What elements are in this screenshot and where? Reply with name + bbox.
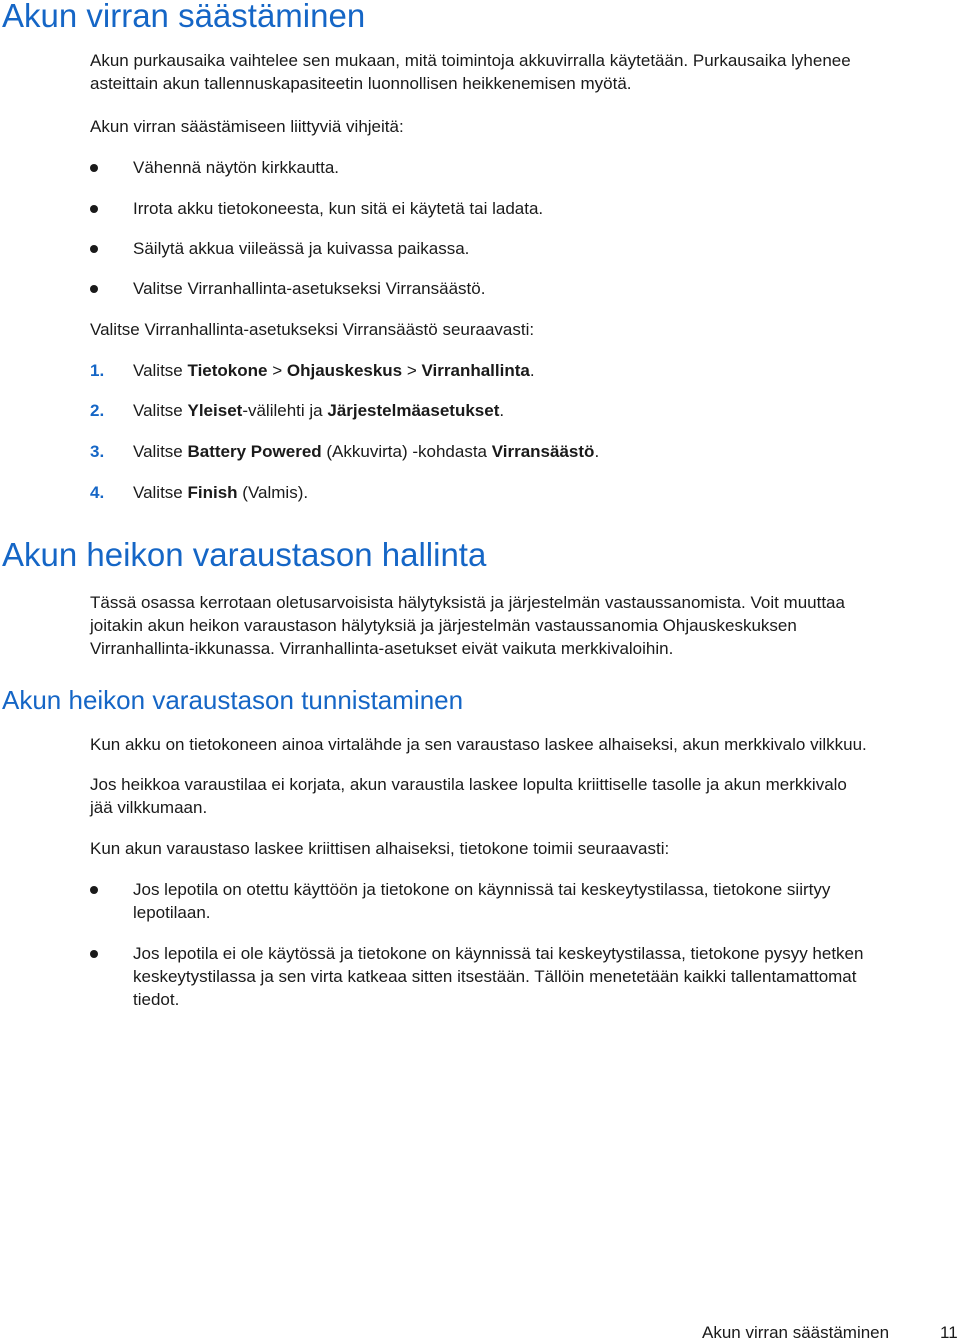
identify-paragraph-1: Kun akku on tietokoneen ainoa virtalähde ja sen varaustaso laskee alhaiseksi, akun merkkivalo vilkkuu.	[90, 735, 867, 754]
footer-section-name: Akun virran säästäminen	[702, 1323, 890, 1342]
bullet-icon	[90, 245, 98, 253]
bullet-icon	[90, 164, 98, 172]
low-battery-paragraph: Tässä osassa kerrotaan oletusarvoisista hälytyksistä ja järjestelmän vastaussanomista. Voit muuttaa joitakin akun heikon varaustason hälytyksiä ja järjestelmän vastaussanomia Ohjauskeskuksen Virranhallinta-ikkunassa. Virranhallinta-asetukset eivät vaikuta merkkivaloihin.	[90, 593, 845, 658]
document-page: Akun virran säästäminen Akun purkausaika vaihtelee sen mukaan, mitä toimintoja akkuvirralla käytetään. Purkausaika lyhenee asteittain akun tallennuskapasiteetin luonnollisen heikkenemisen myötä. Akun virran säästämiseen liittyviä vihjeitä: Vähennä näytön kirkkautta. Irrota akku tietokoneesta, kun sitä ei käytetä tai ladata. Säilytä akkua viileässä ja kuivassa paikassa. Valitse Virranhallinta-asetukseksi Virransäästö. Valitse Virranhallinta-asetukseksi Virransäästö seuraavasti: 1. Valitse Tietokone > Ohjauskeskus > Virranhallinta. 2. Valitse Yleiset-välilehti ja Järjestelmäasetukset. 3. Valitse Battery Powered (Akkuvirta) -kohdasta Virransäästö. 4. Valitse Finish (Valmis). Akun heikon varaustason hallinta Tässä osassa kerrotaan oletusarvoisista hälytyksistä ja järjestelmän vastaussanomista. Voit muuttaa joitakin akun heikon varaustason hälytyksiä ja järjestelmän vastaussanomia Ohjauskeskuksen Virranhallinta-ikkunassa. Virranhallinta-asetukset eivät vaikuta merkkivaloihin. Akun heikon varaustason tunnistaminen Kun akku on tietokoneen ainoa virtalähde ja sen varaustaso laskee alhaiseksi, akun merkkivalo vilkkuu. Jos heikkoa varaustilaa ei korjata, akun varaustila laskee lopulta kriittiselle tasolle ja akun merkkivalo jää vilkkumaan. Kun akun varaustaso laskee kriittisen alhaiseksi, tietokone toimii seuraavasti: Jos lepotila on otettu käyttöön ja tietokone on käynnissä tai keskeytystilassa, tietokone siirtyy lepotilaan. Jos lepotila ei ole käytössä ja tietokone on käynnissä tai keskeytystilassa, tietokone pysyy hetken keskeytystilassa ja sen virta katkeaa sitten itsestään. Tällöin menetetään kaikki tallentamattomat tiedot. Akun virran säästäminen 11	[0, 0, 960, 1343]
steps-label: Valitse Virranhallinta-asetukseksi Virransäästö seuraavasti:	[90, 320, 535, 339]
tips-label: Akun virran säästämiseen liittyviä vihjeitä:	[90, 117, 404, 136]
intro-paragraph	[90, 49, 960, 95]
section-title-power-saving: Akun virran säästäminen	[2, 0, 366, 34]
section-title-low-battery: Akun heikon varaustason hallinta	[2, 536, 487, 573]
intro-line-1: Akun purkausaika vaihtelee sen mukaan, mitä toimintoja akkuvirralla käytetään. Purkausaika lyhenee	[90, 51, 851, 70]
bullet-icon	[90, 950, 98, 958]
step-number: 1.	[90, 361, 105, 380]
step-number: 4.	[90, 483, 105, 502]
intro-line-2: asteittain akun tallennuskapasiteetin luonnollisen heikkenemisen myötä.	[90, 74, 632, 93]
step-number: 2.	[90, 401, 105, 420]
bullet-icon	[90, 205, 98, 213]
step-number: 3.	[90, 442, 105, 461]
bullet-icon	[90, 886, 98, 894]
identify-paragraph-2: Jos heikkoa varaustilaa ei korjata, akun varaustila laskee lopulta kriittiselle tasolle ja akun merkkivalo jää vilkkumaan.	[90, 775, 847, 817]
footer-page-number: 11	[940, 1323, 958, 1342]
identify-paragraph-3: Kun akun varaustaso laskee kriittisen alhaiseksi, tietokone toimii seuraavasti:	[90, 839, 670, 858]
bullet-icon	[90, 285, 98, 293]
section-title-identifying: Akun heikon varaustason tunnistaminen	[2, 685, 464, 715]
